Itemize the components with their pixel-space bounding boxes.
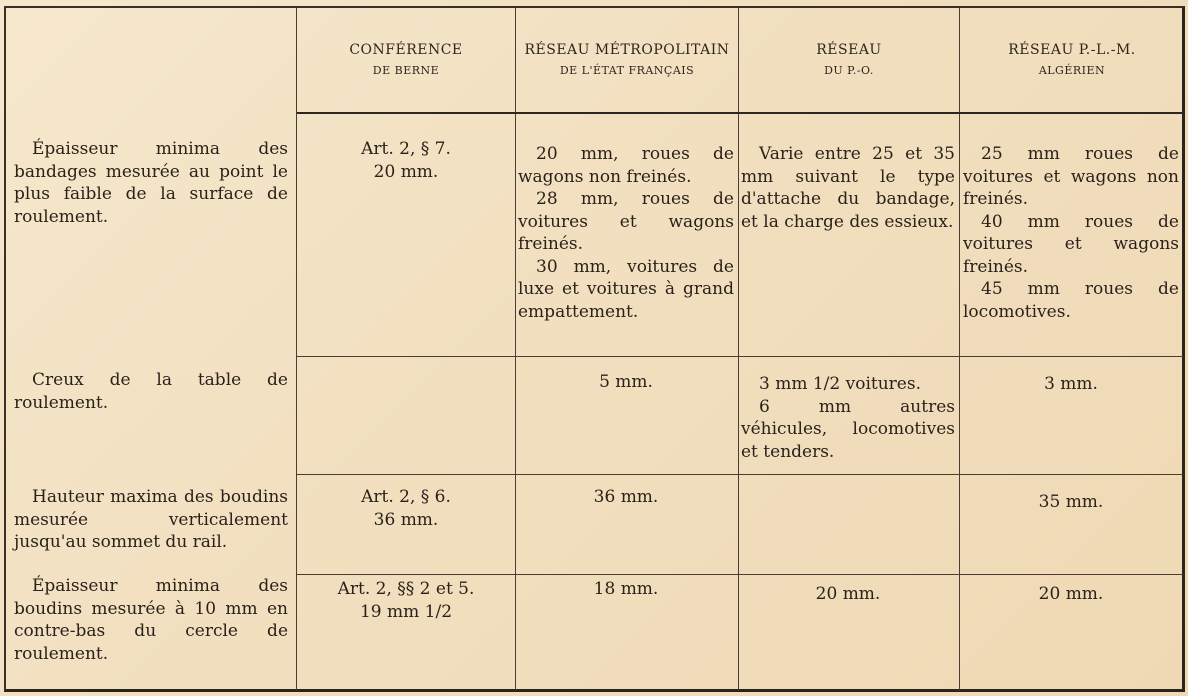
header-plm xyxy=(960,42,1184,77)
row-label xyxy=(14,138,288,228)
cell-line: 3 mm. xyxy=(1044,374,1098,394)
cell-line: 20 mm. xyxy=(815,584,881,604)
cell-line: Varie entre 25 et 35 mm suivant le type d'attache du bandage, et la charge des essieux. xyxy=(741,144,955,232)
header-berne-line1: CONFÉRENCE xyxy=(349,42,463,58)
cell-po xyxy=(741,583,955,606)
cell-line: 36 mm. xyxy=(593,487,659,507)
cell-line: 20 mm. xyxy=(1038,584,1104,604)
cell-line: 19 mm 1/2 xyxy=(359,601,453,622)
cell-etat xyxy=(518,143,734,323)
cell-line: Art. 2, §§ 2 et 5. xyxy=(337,579,475,599)
row-label xyxy=(14,369,288,414)
header-po-line1: RÉSEAU xyxy=(816,42,882,58)
header-po-line2: DU P.-O. xyxy=(824,64,874,77)
header-rule xyxy=(297,112,1183,114)
cell-line: 20 mm, roues de wagons non freinés. xyxy=(518,144,734,187)
cell-line: Art. 2, § 7. xyxy=(361,139,451,159)
cell-line: 45 mm roues de locomotives. xyxy=(963,279,1179,322)
cell-berne xyxy=(300,578,512,623)
cell-line: 3 mm 1/2 voitures. xyxy=(759,374,921,394)
cell-etat xyxy=(518,371,734,394)
header-berne-line2: DE BERNE xyxy=(372,64,440,77)
cell-plm xyxy=(963,373,1179,396)
cell-line: 18 mm. xyxy=(593,579,659,599)
cell-plm xyxy=(963,143,1179,323)
cell-line: 40 mm roues de voitures et wagons freinés. xyxy=(963,211,1179,277)
cell-etat xyxy=(518,578,734,601)
cell-po xyxy=(741,373,955,463)
cell-po xyxy=(741,143,955,233)
header-etat xyxy=(516,42,738,77)
header-plm-line1: RÉSEAU P.-L.-M. xyxy=(1008,42,1136,58)
cell-line: 35 mm. xyxy=(1038,492,1104,512)
row-separator xyxy=(297,474,1183,475)
column-divider xyxy=(515,8,516,690)
cell-line: 20 mm. xyxy=(373,161,439,182)
header-po xyxy=(739,42,959,77)
cell-berne xyxy=(300,486,512,531)
cell-berne xyxy=(300,138,512,183)
cell-line: Art. 2, § 6. xyxy=(361,487,451,507)
cell-line: 5 mm. xyxy=(599,372,653,392)
cell-etat xyxy=(518,486,734,509)
cell-line: 36 mm. xyxy=(373,509,439,530)
row-label-text: Épaisseur minima des boudins mesurée à 10 mm en contre-bas du cercle de roulement. xyxy=(14,576,288,664)
column-divider xyxy=(296,8,297,690)
cell-line: 28 mm, roues de voitures et wagons freinés. xyxy=(518,189,734,254)
row-separator xyxy=(297,574,1183,575)
header-berne xyxy=(297,42,515,77)
cell-plm xyxy=(963,491,1179,514)
row-label-text: Hauteur maxima des boudins mesurée verticalement jusqu'au sommet du rail. xyxy=(14,487,288,552)
cell-line: 25 mm roues de voitures et wagons non freinés. xyxy=(963,144,1179,209)
row-label-text: Épaisseur minima des bandages mesurée au point le plus faible de la surface de roulement. xyxy=(14,139,288,227)
header-etat-line1: RÉSEAU MÉTROPOLITAIN xyxy=(524,42,730,58)
cell-line: 6 mm autres véhicules, locomotives et tenders. xyxy=(741,396,955,462)
row-label xyxy=(14,486,288,554)
cell-line: 30 mm, voitures de luxe et voitures à grand empattement. xyxy=(518,256,734,322)
column-divider xyxy=(738,8,739,690)
column-divider xyxy=(959,8,960,690)
header-etat-line2: DE L'ÉTAT FRANÇAIS xyxy=(559,64,695,77)
row-label-text: Creux de la table de roulement. xyxy=(14,370,288,413)
row-label xyxy=(14,575,288,665)
header-plm-line2: ALGÉRIEN xyxy=(1038,64,1106,77)
cell-plm xyxy=(963,583,1179,606)
row-separator xyxy=(297,356,1183,357)
